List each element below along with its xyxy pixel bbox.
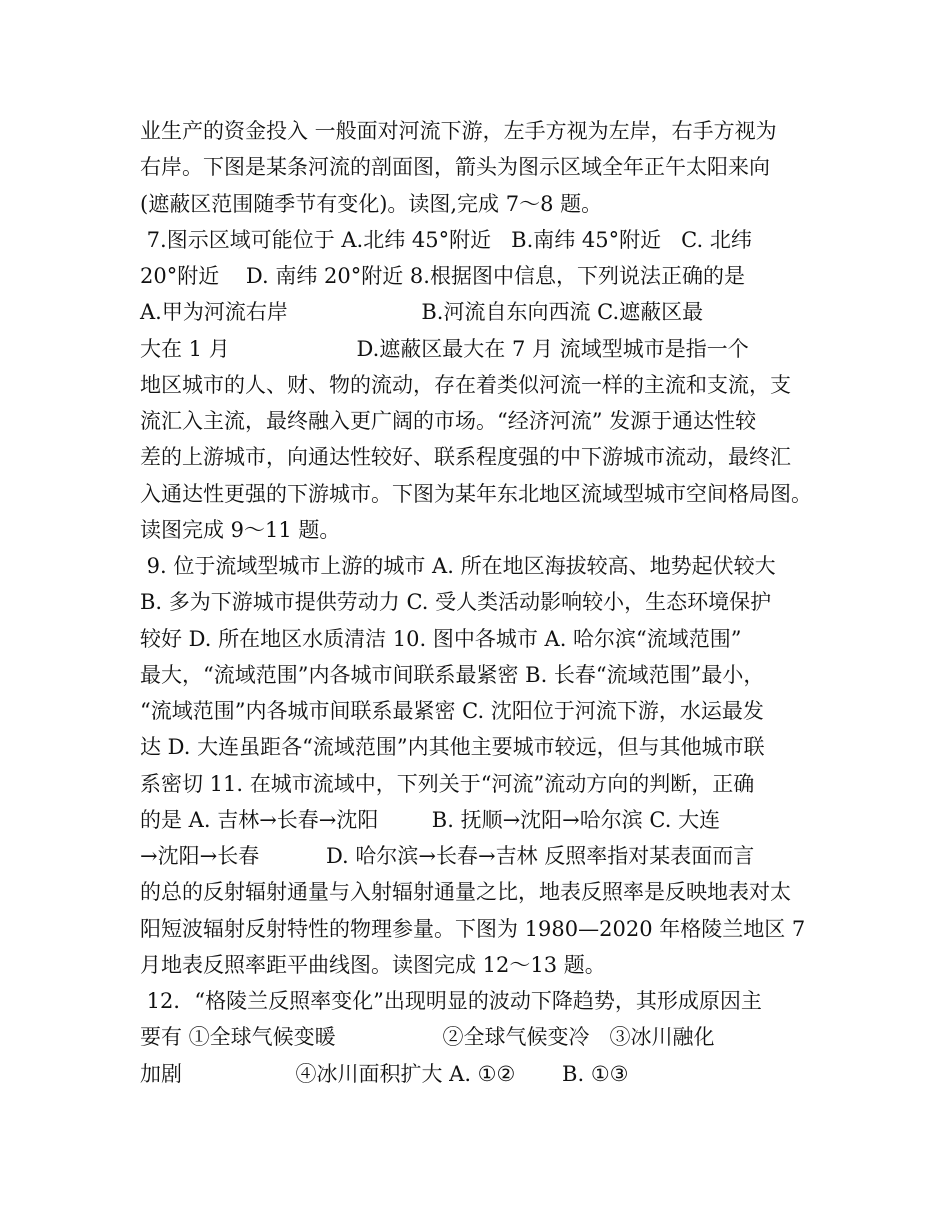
text-line: 地区城市的人、财、物的流动，存在着类似河流一样的主流和支流，支 [140, 373, 791, 397]
text-line: 12．“格陵兰反照率变化”出现明显的波动下降趋势，其形成原因主 [140, 989, 762, 1013]
text-line: 大在 1 月 D.遮蔽区最大在 7 月 流域型城市是指一个 [140, 337, 749, 361]
text-line: 20°附近 D. 南纬 20°附近 8.根据图中信息，下列说法正确的是 [140, 264, 745, 288]
text-line: 7.图示区域可能位于 A.北纬 45°附近 B.南纬 45°附近 C. 北纬 [140, 228, 752, 252]
text-line: 要有 ①全球气候变暖 ②全球气候变冷 ③冰川融化 [140, 1025, 715, 1049]
text-line: 系密切 11. 在城市流域中，下列关于“河流”流动方向的判断，正确 [140, 772, 755, 796]
text-line: 达 D. 大连虽距各“流域范围”内其他主要城市较远，但与其他城市联 [140, 735, 765, 759]
text-line: 入通达性更强的下游城市。下图为某年东北地区流域型城市空间格局图。 [140, 482, 812, 506]
text-line: 流汇入主流，最终融入更广阔的市场。“经济河流” 发源于通达性较 [140, 409, 757, 433]
text-line: 9. 位于流域型城市上游的城市 A. 所在地区海拔较高、地势起伏较大 [140, 554, 776, 578]
text-line: B. 多为下游城市提供劳动力 C. 受人类活动影响较小，生态环境保护 [140, 590, 772, 614]
text-line: 的总的反射辐射通量与入射辐射通量之比，地表反照率是反映地表对太 [140, 880, 791, 904]
text-line: 差的上游城市，向通达性较好、联系程度强的中下游城市流动，最终汇 [140, 445, 791, 469]
text-line: A.甲为河流右岸 B.河流自东向西流 C.遮蔽区最 [140, 300, 704, 324]
text-line: →沈阳→长春 D. 哈尔滨→长春→吉林 反照率指对某表面而言 [140, 844, 755, 868]
text-line: 月地表反照率距平曲线图。读图完成 12～13 题。 [140, 953, 606, 977]
text-line: 右岸。下图是某条河流的剖面图，箭头为图示区域全年正午太阳来向 [140, 155, 770, 179]
text-line: “流域范围”内各城市间联系最紧密 C. 沈阳位于河流下游，水运最发 [140, 699, 764, 723]
text-line: (遮蔽区范围随季节有变化)。读图,完成 7～8 题。 [140, 192, 603, 216]
text-line: 阳短波辐射反射特性的物理参量。下图为 1980—2020 年格陵兰地区 7 [140, 917, 806, 941]
text-line: 较好 D. 所在地区水质清洁 10. 图中各城市 A. 哈尔滨“流域范围” [140, 627, 742, 651]
text-line: 最大，“流域范围”内各城市间联系最紧密 B. 长春“流域范围”最小， [140, 663, 765, 687]
text-line: 业生产的资金投入 一般面对河流下游，左手方视为左岸，右手方视为 [140, 119, 777, 143]
text-line: 加剧 ④冰川面积扩大 A. ①② B. ①③ [140, 1062, 629, 1086]
text-line: 的是 A. 吉林→长春→沈阳 B. 抚顺→沈阳→哈尔滨 C. 大连 [140, 808, 721, 832]
text-line: 读图完成 9～11 题。 [140, 518, 341, 542]
